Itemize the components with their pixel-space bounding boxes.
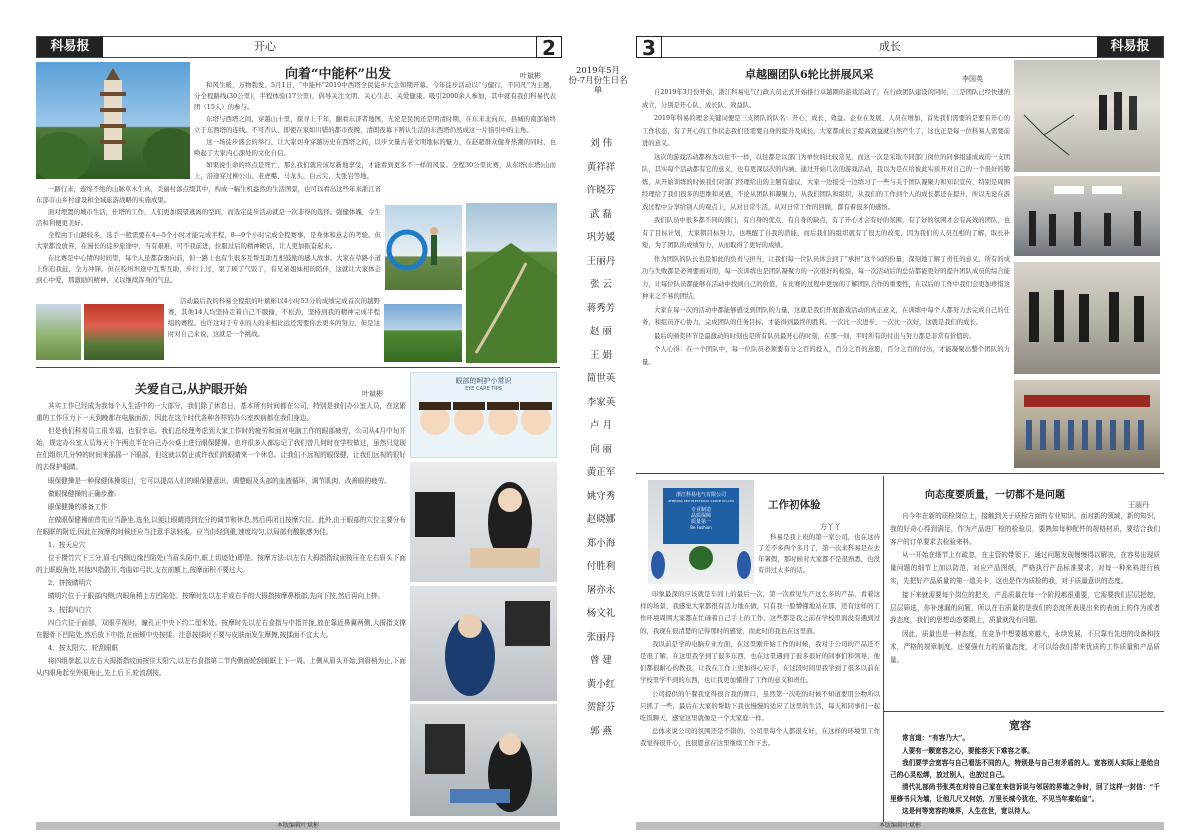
mountain-trail-photo: [466, 203, 557, 363]
sign-company-cn: 浙江科易电气有限公司: [675, 492, 726, 498]
article1-body-middle: [36, 184, 381, 302]
office-computer-photo: [410, 462, 557, 582]
article2-paragraph: 睛明穴位于于眼部内侧,内眼角稍上方凹陷处。按摩时先以左手或右手的大拇指按摩鼻根部,先向下按,然后再向上挤。: [48, 592, 384, 601]
right-divider-2: [884, 711, 1164, 712]
right-article4-body: [890, 733, 1160, 819]
birthday-name: 卢 月: [589, 420, 613, 431]
team-game-photo-1: [1014, 60, 1160, 172]
pagoda-photo: [36, 62, 190, 179]
right-article3-body: [890, 510, 1160, 710]
birthday-name: 王丽丹: [586, 255, 616, 267]
office-work-photo-2: [410, 586, 557, 701]
article2-author: 叶斌彬: [362, 390, 383, 398]
right-article2-title: 工作初体验: [768, 499, 821, 511]
article1-paragraph: 和风生暖，万物勃发。5月1日，“中能杯”2019中西塔全民徒步大会如期开幕。今年徒步活动以“与健行，不同凡”为主题，分全程路线(30公里)，半程体验(17公里)，倡导关注文明、关心生态、关爱健康。吸引2000余人参加，其中就有我们科易代表团（15人）的参与。: [194, 81, 556, 111]
eye-care-chart: [410, 372, 557, 458]
article2-paragraph: 1、按天应穴: [48, 541, 86, 550]
right-article2-author: 方丫丫: [820, 523, 841, 531]
left-page-number: 2: [536, 36, 562, 58]
birthday-name: 向 丽: [589, 443, 613, 455]
right-article1-paragraph: 我们队员中很多都不同的部门，有自身的优点，有自身的缺点，有了开心才会有好的氛围，有了好的氛围才会有高效的团队，也有了目标计划，大家朝目标努力，也唤醒了自我的潜能，而后我们的组织就有了很大的改变，因为我们的人员互相的了解，取长补短，为了团队的成绩努力，从而取得了更好的成绩。: [642, 217, 1010, 249]
right-article4-paragraph: 这是何等宽容的境界，人生在世，宽以待人。: [902, 807, 1034, 815]
group-photo-1: [36, 304, 81, 360]
birthday-name: 姚守秀: [586, 490, 616, 502]
birthday-name: 武 磊: [589, 208, 613, 220]
article2-paragraph: 将四组拳起,以左右大拇指指纹面按住太阳穴,以左右食指第二节内侧面轮刮眼眶上下一周。上侧从眉头开始,到眉梢为止,下面从内眼角起至外眼角止,先上后下,轮流刮按。: [36, 656, 406, 677]
right-divider: [636, 473, 1164, 474]
birthday-name: 曾 建: [589, 655, 613, 666]
eye-chart-title: 眼部的呵护小常识: [455, 377, 512, 385]
race-finish-photo: [385, 205, 462, 290]
sign-slogan-2: 品质保障: [690, 513, 711, 519]
right-column-divider: [883, 476, 884, 822]
article2-paragraph: 2、挤按睛明穴: [48, 579, 92, 588]
left-header-bar: [36, 36, 562, 58]
group-photo-2: [84, 304, 164, 360]
right-page-number: 3: [636, 36, 662, 58]
article1-author: 叶斌彬: [520, 72, 541, 80]
article1-paragraph: 在比赛是中心情的时间里，每个人虽都奋勇向前，但一路上也有生很多互帮互助互相鼓励的感人故事。大家在草路小道上你追我赶，全力冲锋。但在咬坦坦途中互帮互助，步行上过，果了顾了气饭了，有兄弟姐妹相的陪伴，这就让大家体会到心中爱，那激励的精神，又以继续浑身的气息。: [36, 254, 381, 284]
right-article1-title: 卓越圈团队6轮比拼展风采: [745, 68, 874, 81]
right-article3-paragraph: 因此，质量也是一种态度，在竞争中想要越来越大，永续发展，不只靠有先进的设备和技术，严格的规章制度，还要强有力的质量态度，才可以给我们带来优质的工作质量和产品质量。: [890, 630, 1160, 664]
right-footer: 本版编辑叶斌彬: [636, 822, 1164, 830]
team-game-photo-4: [1014, 380, 1160, 468]
birthday-name: 屠亦永: [586, 584, 616, 596]
right-article4-paragraph: 常言道：“有容乃大”。: [902, 734, 969, 742]
birthday-name: 赵 丽: [589, 326, 613, 337]
birthday-name: 黄正军: [586, 467, 616, 478]
hill-photo: [384, 304, 462, 362]
right-article2-paragraph: 印象最深的应该就是车间上的最后一次，第一次看见生产这么多的产品，看着这样的场景，我感觉大家都很有活力地在做，只有我一脸懵懂地站在那，还有这样的工作环境周围大家都在忙碌着自己手上的工作，这些都是我之前在学校里面没有遇到过的，我现在很清楚的记得那时的感觉，而此时的我也在这里面。: [640, 590, 880, 635]
article2-paragraph: 位于攒竹穴下三分,眉毛内侧边缘凹陷处(当眉头陷中,眶上切迹处)即是。按摩方法:以左右大拇指指纹面按压在左右眉头下面的上眶眼角处,其他四指散开,弯曲如弓状,支在前额上,按摩面积不要过大。: [36, 554, 406, 575]
birthday-header-text: 2019年5月份-7月份生日名单: [568, 66, 628, 96]
company-sign-photo: [648, 480, 754, 584]
article2-paragraph: 眼保健操是一种保健体操项目，它可以提高人们的眼保健意识，调整眼及头部的血液循环，调节肌肉，改善眼的疲劳。: [48, 476, 391, 485]
sign-company-en: ZHEJIANG KEYI ELECTRICAL GROUP CO.,LTD: [668, 499, 734, 503]
birthday-name: 张丽丹: [586, 631, 616, 643]
birthday-name: 王 娟: [589, 349, 613, 361]
right-article4-paragraph: 清代礼部尚书张英在对待自己家在来信诉说与邻居的界墙之争时，回了这样一封信：“千里修书只为墙，让他几尺又何妨，万里长城今犹在，不见当年秦始皇”。: [890, 783, 1160, 803]
birthday-name: 郭 燕: [589, 725, 613, 737]
right-article1-paragraph: 大家在每一次的活动中都能够感受到团队的力量，这就是我们开展游戏活动的真正意义，在训练中每个人都努力去完成自己的任务，和组员齐心协力，完成团队的任务目标，才能得到最终的胜利。一次比一次进步，一次比一次好，这就是我们的成长。: [642, 306, 1010, 326]
birthday-name: 许晓芬: [586, 185, 616, 196]
birthday-name: 黄祥祥: [586, 161, 616, 173]
right-article4-paragraph: 人要有一颗宽容之心，要能容天下难容之事。: [902, 746, 1034, 755]
article2-paragraph: 但是我们科易员工很幸福，也很幸运。我们总经理考虑到大家工作时的疲劳和面对电脑工作的眼部疲劳，公司从4月中旬开始，规定办公室人员每天下午两点半在自己办公桌上进行眼保健操。也许很多人都忘记了我们曾几何时在学校做过，虽然只觉现在们组织几分钟的时间来摇摇一下眼部，但这就以防止或许我们的眼睛来一个休息。让我们不远视的眼保健，让我们远视的很好的去保护眼睛。: [36, 427, 406, 472]
birthday-name: 贺舒芬: [586, 702, 616, 713]
article2-paragraph: 四白穴位于面部，双眼平视时，瞳孔正中央下约二厘米处。按摩时先以左右食指与中指并拢,放在靠近鼻翼两侧,大拇指支撑在腮骨下凹陷处,然后放下中指,在面颊中央按揉。注意按揉时不要与皮肤面发生摩擦,按揉面不宜太大。: [36, 618, 406, 639]
right-article3-title: 向态度要质量，一切都不是问题: [925, 490, 1065, 501]
birthday-name: 付胜利: [586, 561, 616, 572]
sign-slogan-4: Be Fashion: [690, 525, 712, 530]
office-work-photo-3: [410, 704, 557, 816]
right-article2-paragraph: 总体来说公司的氛围还是不错的，公司里每个人都很友好，在这样的环境里工作我觉得很开心，也很愿意在这里继续工作下去。: [640, 727, 880, 748]
birthday-name: 黄小红: [586, 678, 616, 690]
birthday-name: 巩芳媛: [586, 232, 616, 243]
birthday-name: 蒋秀芳: [586, 302, 616, 314]
right-article3-paragraph: 从一开始在细节上有疏忽，在主管的带领下，通过问题发现慢慢得以解决，在容易出现质量问题的细节上加以防范，对应产品图纸，严格执行产品标准要求，对每一种来料进行核实，先把好产品质量的第一道关卡，这也是作为质检的我，对于质量意识的态度。: [890, 551, 1160, 585]
right-article3-paragraph: 接下来就需要每个岗位的把关，产品质量在每一个阶段都很重要，它需要我们层层把控，层层筛选，你补速漏的问题，所以在右质量的是我们的态度所表现出来的表面上的作为或者我态度，我们的思想动态要跟上，质量就没有问题。: [890, 590, 1160, 625]
article2-paragraph: 眼保健操的准备工作: [48, 502, 108, 511]
right-article2-paragraph: 我以前是学的电脑专业方面，在这里刚开始工作的时候，我对于公司的产品还不是很了解，在这里我学到了很多东西，也在这里遇到了很多很好的同事们和领导，他们都很耐心的教我，让我在工作上更加得心应手，在这段时间里我学到了很多以前在学校里学不到的东西，也让我更加懂得了工作的意义和责任。: [640, 639, 880, 685]
article2-paragraph: 其实工作已经成为我每个人生活中的一大部分，我们除了休息日，基本所有时间都在公司，特别是我们办公室人员，在这繁重的工作压力下一天到晚都在电脑面前，因此在这个时代各种各样的办公室疾病都在我们身边。: [36, 402, 406, 423]
birthday-name: 李家英: [586, 396, 616, 408]
article1-paragraph: 如果说生命的终点是死亡，那么我们就应该尽新地享受，才能看到更多不一样的风景。全程30公里比赛，从东塔(东塔)山而上，沿途穿过柳公山、老虎嘴、马龙头、白云尖、大张岩等地。: [194, 161, 556, 180]
right-article1-paragraph: 2019年科易的理念关键词便是三支团队的队名：开心、成长、效益。企业在发展，人员在增加，首先我们需要的是要有开心的工作状态，有了开心的工作状态我们还需要自身的提升及成长，大家都成长了提高效益就自然产生了，这也正是每一位科易人需要前进的意义。: [642, 115, 1010, 147]
right-masthead: 科易报: [1097, 37, 1163, 57]
article2-paragraph: 做眼保健操的正确步骤:: [48, 489, 117, 498]
article2-paragraph: 在做眼保健操前首先应当静坐,选坐,以便让眼睛得到充分的调节和休息,然后再闭目按摩穴位。此外,由于眼部的穴位主要分布在眼眶的附近,因此在按摩的时候还应当注意手法轻柔，应当由轻到重,速度均匀,以局部有酸胀感为佳。: [36, 515, 406, 536]
sign-slogan-1: 专业制造: [690, 507, 711, 513]
right-article3-paragraph: 自今年在新的质检岗位上，接触到关于质检方面的专业知识，面对新的领域，新的知识，我的好奇心得到满足，作为产品进厂检的检验员，要熟知每种配件的规格材质，要结合我们客户的订单要求去检验来料。: [890, 512, 1160, 546]
article1-paragraph: 全程由于山路较多，选手一般需要在4—5个小时才能完成半程，8—9个小时完成全程赛事，是身体和意志的考验。但大家都没放弃，在漫长的徒步旅途中，当有艰难，可不我前进，拉服过后的精神硬话，让人更加振奋起来。: [36, 231, 381, 250]
birthday-name: 赵晓娜: [586, 514, 616, 525]
right-article1-paragraph: 作为团队的队长也是如此的负责与担当，让我们每一位队员体会到了“承担”这个词的份量，深刻地了解了责任的意义，所有的成功与失败都是必须要面对的，每一次训练也是团队凝聚力的一次很好的检验，每一次活动后的总结都能更好的提升团队成员的综合能力，让每位队员都能够在活动中找到自己的价值，在比赛的过程中更加的了解团队合作的重要性，在以后的工作中我们会更加珍惜这种来之不易的团结。: [642, 255, 1010, 300]
article1-paragraph: 活动最后我的科易全程组的叶斌彬以4小时53分的成绩完成首次的越野赛，其他14人均坚持走着自己不服输，不松劲，坚持到我的精神完成半程组的赛程。也许这对于专业的人的来相比远还需要你去更多的努力，但是这时对自己来说，这就是一个挑战。: [168, 297, 380, 338]
article2-paragraph: 3、按揉四白穴: [48, 605, 92, 614]
article1-title: 向着“中能杯”出发: [285, 67, 391, 82]
left-section-title: 开心: [254, 40, 276, 53]
birthday-name: 简世英: [586, 373, 616, 384]
right-article1-paragraph: 这次的游戏活动都称为以往不一样，以往都是以部门为单位的比较常见，而这一次是采取不同部门岗位的同事组建成成的一支团队，其实每个活动都有它的意义，也有更深层次的内涵，通过开始几次的游戏活动，我以为是在给彼此实质开对自己的一个很好的锻炼，从开始训练的时候我们对部门经理给出的主题有建议，大家一边接受一边练习了一些与关于团队凝聚力和知识宣传，特别是周围经理给了我们很多的思维和灵感，不论从团队和凝聚力，从我们团队和组织，从我们的工作到个人的成长都还在提升，所以无论在游戏过程中分享给别人的观点上，从对日常生活，从对日常工作的回顾，都有着很多的感悟。: [642, 153, 1010, 211]
right-article2-paragraph: 科易是我上班的第一家公司，也在这待了差不多两个多月了，第一次来科易是在去年暑假，那时候对大家都不是很熟悉，也没有讲过太多的话。: [758, 533, 880, 574]
article1-paragraph: 这一场徒步盛会的举行，让大家切身穿越历史在西塔之间，以步文量古老文明地标的魅力，在赵超群众健身热潮的同时，也唤起了大家内心深处的文化自信。: [194, 138, 556, 157]
birthday-name: 杨文礼: [586, 608, 616, 619]
right-article2-body: [640, 588, 880, 816]
article1-paragraph: 一路行来，连绵不绝的山脉草木生真，美丽村落点缀其中，构成一幅生机盎然的生活图景，也可以看出这些年来浙江省东部市山乡村建设和全域旅游战略的实施成果。: [36, 185, 381, 204]
article1-body-top: [194, 80, 556, 182]
left-footer: 本版编辑叶斌彬: [36, 822, 560, 830]
birthday-name: 张 云: [589, 279, 613, 290]
right-article4-title: 宽容: [1009, 719, 1031, 732]
article2-body: [36, 400, 406, 818]
article2-title: 关爱自己,从护眼开始: [135, 382, 248, 396]
birthday-header: [568, 66, 628, 96]
right-article4-paragraph: 我们要学会宽容与自己看法不同的人，特别是与自己有矛盾的人。宽容别人实际上是给自己的心灵松绑，放过别人，也放过自己。: [890, 759, 1160, 779]
left-divider: [36, 367, 560, 368]
left-masthead: 科易报: [37, 37, 103, 57]
team-game-photo-2: [1014, 176, 1160, 256]
right-article1-body: [642, 87, 1010, 465]
article1-paragraph: 面对埋置的城市生活，仕塔的工作，人们更加渴望逃离的空间，而选定徒步活动就是一次非得的选择。强健体魄，令生活和利便更美好。: [36, 208, 381, 227]
right-article1-paragraph: 个人心得：在一个团队中，每一位队员必须要有分之百的投入，百分之百的意愿，百分之百的付出，才能凝聚出整个团队的力量。: [642, 346, 1010, 366]
article2-paragraph: 4、按太阳穴、轮刮眼眶: [48, 643, 119, 652]
right-article1-paragraph: 最后的颁奖环节是最激动的时刻也是所有队员最开心的时刻，在那一刻，平时所有的付出与努力都是非常有价值的。: [654, 332, 976, 340]
right-article1-author: 李国英: [962, 75, 983, 83]
article1-paragraph: 东塔与西塔之间，穿越山十里，探寻上千年，翻看东济者地图，无论是民国还是明清时期，在东来北向东，县城的南部始终立于东西塔的连线。不可否认，即使在家如川错的都市夜晚，清朗夜幕下辨认生活的东西塔仍然成这一片指引中的主角。: [194, 115, 556, 134]
team-game-photo-3: [1014, 262, 1160, 374]
sign-slogan-3: 质量第一: [690, 519, 711, 525]
right-article2-body-top: [758, 532, 880, 584]
right-article1-paragraph: 自2019年3月份开始，浙江科易电气行政人员正式开始推行卓越圈的游戏活动了，在行政团队建设的同时，三是团队已经快速的成立，分别是开心队、成长队、效益队。: [642, 89, 1010, 109]
article1-body-bottom: [168, 296, 380, 364]
eye-chart-subtitle: EYE CARE TIPS: [465, 386, 502, 392]
right-article2-paragraph: 公司提供的午餐我觉得很合我的胃口，虽然第一次吃的时候不知道要用公物所以只抓了一些，最后在大家的帮助下我也慢慢的适应了这里的生活，每天和同事们一起吃饭聊天，感觉这里就像是一个大家庭一样。: [640, 689, 880, 723]
birthday-name: 刘 伟: [589, 138, 613, 149]
birthday-name: 郑小海: [586, 537, 616, 549]
right-section-title: 成长: [879, 40, 901, 53]
right-article3-author: 王丽丹: [1128, 501, 1149, 509]
